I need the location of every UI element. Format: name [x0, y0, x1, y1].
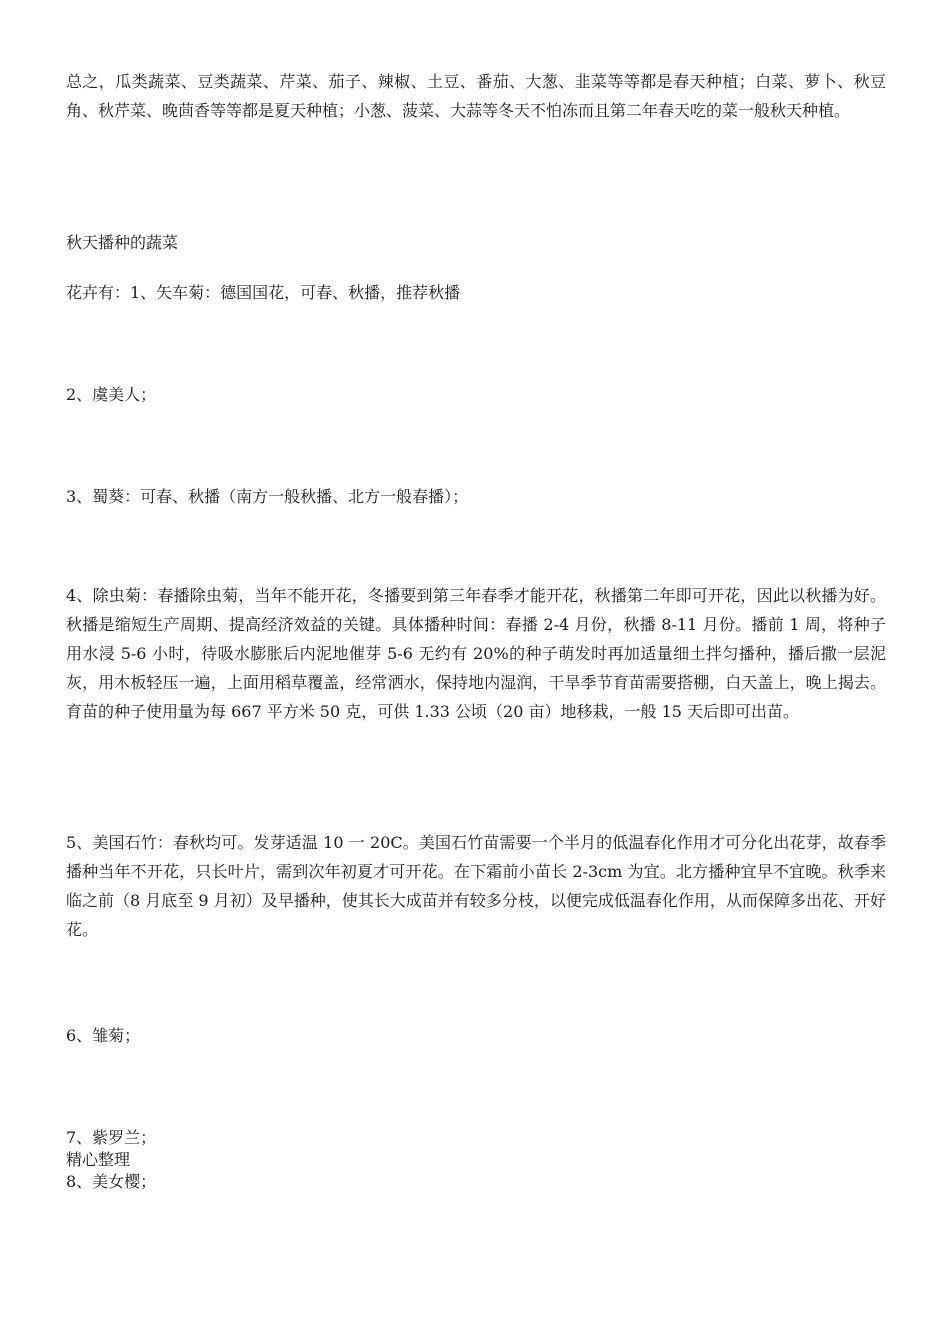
list-item-6: 6、雏菊；	[66, 1026, 141, 1045]
list-item-8: 8、美女樱；	[66, 1172, 157, 1191]
section-heading: 秋天播种的蔬菜	[66, 233, 179, 252]
flowers-intro: 花卉有：1、矢车菊：德国国花，可春、秋播，推荐秋播	[66, 283, 461, 302]
list-item-5: 5、美国石竹：春秋均可。发芽适温 10 一 20C。美国石竹苗需要一个半月的低温春化作用才可分化出花芽，故春季播种当年不开花，只长叶片，需到次年初夏才可开花。在下霜前小苗长 2-3cm 为宜。北方播种宜早不宜晚。秋季来临之前（8 月底至 9 月初）及早播种，使其长大成苗并有较多分枝，以便完成低温春化作用，从而保障多出花、开好花。	[66, 833, 886, 939]
list-item-4: 4、除虫菊：春播除虫菊，当年不能开花，冬播要到第三年春季才能开花，秋播第二年即可开花，因此以秋播为好。秋播是缩短生产周期、提高经济效益的关键。具体播种时间：春播 2-4 月份，秋播 8-11 月份。播前 1 周，将种子用水浸 5-6 小时，待吸水膨胀后内泥地催芽 5-6 无约有 20%的种子萌发时再加适量细土拌匀播种，播后撒一层泥灰，用木板轻压一遍，上面用稻草覆盖，经常洒水，保持地内湿润，干旱季节育苗需要搭棚，白天盖上，晚上揭去。育苗的种子使用量为每 667 平方米 50 克，可供 1.33 公顷（20 亩）地移栽，一般 15 天后即可出苗。	[66, 586, 886, 721]
list-item-3: 3、蜀葵：可春、秋播（南方一般秋播、北方一般春播）；	[66, 487, 469, 506]
list-item-7: 7、紫罗兰；	[66, 1128, 157, 1147]
summary-paragraph: 总之，瓜类蔬菜、豆类蔬菜、芹菜、茄子、辣椒、土豆、番茄、大葱、韭菜等等都是春天种植；白菜、萝卜、秋豆角、秋芹菜、晚茴香等等都是夏天种植；小葱、菠菜、大蒜等冬天不怕冻而且第二年春天吃的菜一般秋天种植。	[66, 72, 886, 120]
list-item-2: 2、虞美人；	[66, 385, 157, 404]
watermark-note: 精心整理	[66, 1150, 131, 1169]
